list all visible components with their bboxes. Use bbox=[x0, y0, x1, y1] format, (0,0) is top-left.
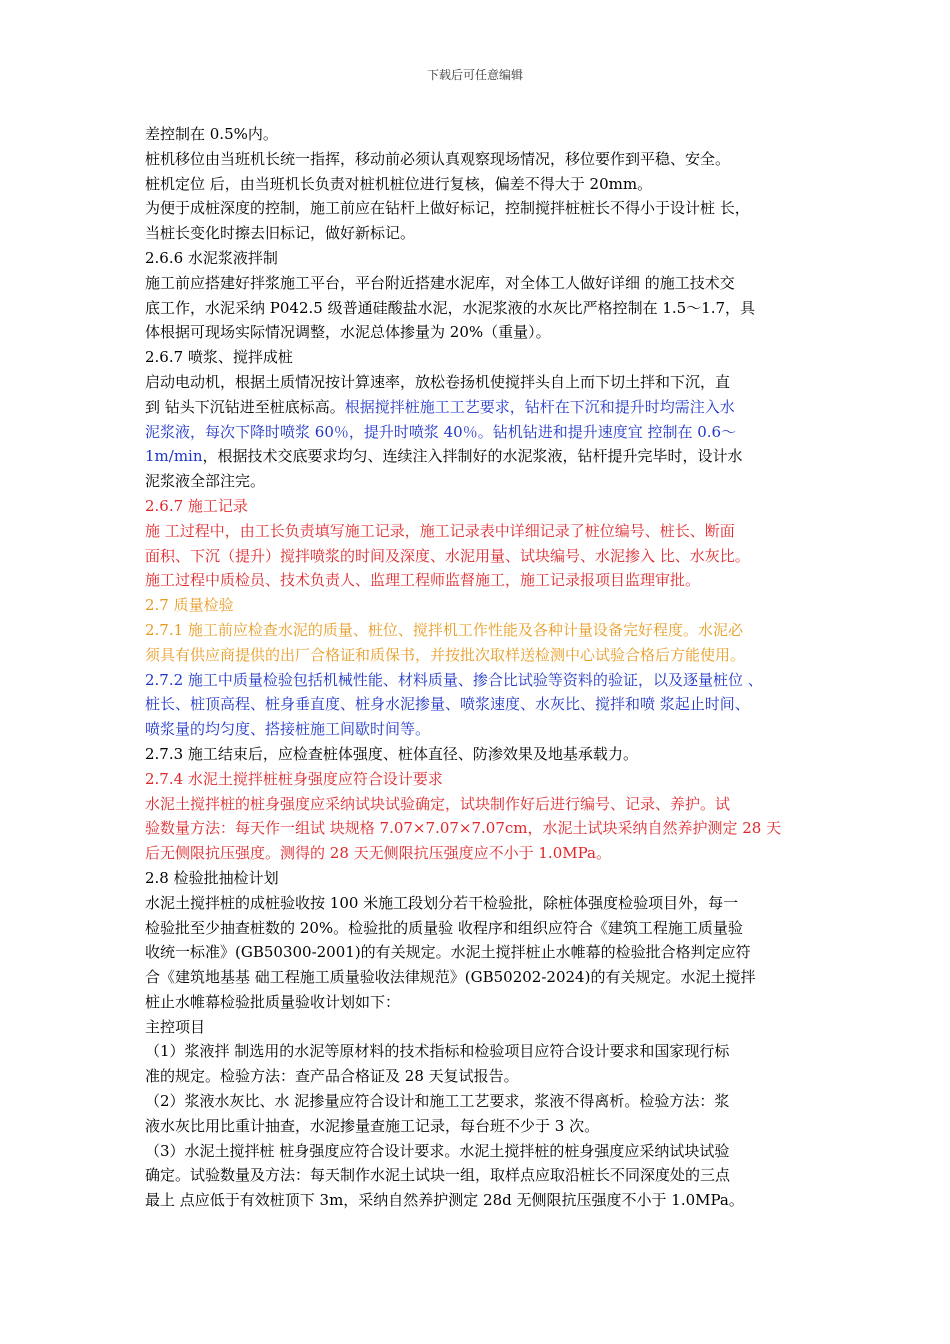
text-run: ，根据技术交底要求均匀、连续注入拌制好的水泥浆液，钻杆提升完毕时，设计水 bbox=[202, 447, 743, 466]
page-header: 下载后可任意编辑 bbox=[426, 68, 523, 82]
text-line: 为便于成桩深度的控制，施工前应在钻杆上做好标记，控制搅拌桩桩长不得小于设计桩 长， bbox=[145, 199, 750, 218]
text-line: 合《建筑地基基 础工程施工质量验收法律规范》(GB50202-2024)的有关规定。水泥土搅拌 bbox=[145, 968, 756, 987]
text-line: 2.7.3 施工结束后，应检查桩体强度、桩体直径、防渗效果及地基承载力。 bbox=[145, 744, 638, 763]
text-run: 到 钻头下沉钻进至桩底标高。 bbox=[145, 397, 345, 416]
text-line bbox=[145, 395, 817, 420]
text-line: （3）水泥土搅拌桩 桩身强度应符合设计要求。水泥土搅拌桩的桩身强度应采纳试块试验 bbox=[145, 1141, 730, 1160]
text-line: 差控制在 0.5%内。 bbox=[145, 125, 278, 143]
text-line: 检验批至少抽查桩数的 20%。检验批的质量验 收程序和组织应符合《建筑工程施工质量验 bbox=[145, 918, 743, 937]
text-line: 2.6.6 水泥浆液拌制 bbox=[145, 248, 278, 267]
text-line: 面积、下沉（提升）搅拌喷浆的时间及深度、水泥用量、试块编号、水泥掺入 比、水灰比。 bbox=[145, 546, 750, 565]
text-line: 2.8 检验批抽检计划 bbox=[145, 868, 279, 887]
text-line: 施工过程中质检员、技术负责人、监理工程师监督施工，施工记录报项目监理审批。 bbox=[145, 571, 701, 590]
text-line: （1）浆液拌 制选用的水泥等原材料的技术指标和检验项目应符合设计要求和国家现行标 bbox=[145, 1042, 730, 1061]
text-line: 2.7.4 水泥土搅拌桩桩身强度应符合设计要求 bbox=[145, 769, 443, 788]
text-line: 主控项目 bbox=[145, 1017, 206, 1036]
document-body bbox=[145, 122, 817, 1213]
text-line: 桩止水帷幕检验批质量验收计划如下： bbox=[145, 992, 401, 1011]
text-line: 泥浆液，每次下降时喷浆 60％，提升时喷浆 40％。钻机钻进和提升速度宜 控制在 0.6～ bbox=[145, 422, 737, 441]
text-line: 2.7.1 施工前应检查水泥的质量、桩位、搅拌机工作性能及各种计量设备完好程度。水泥必 bbox=[145, 620, 743, 639]
text-line: 体根据可现场实际情况调整，水泥总体掺量为 20%（重量）。 bbox=[145, 323, 551, 342]
text-line: 2.7.2 施工中质量检验包括机械性能、材料质量、掺合比试验等资料的验证，以及逐量桩位 、 bbox=[145, 670, 763, 689]
text-line: 施工前应搭建好拌浆施工平台，平台附近搭建水泥库，对全体工人做好详细 的施工技术交 bbox=[145, 273, 735, 292]
text-line: 2.6.7 喷浆、搅拌成桩 bbox=[145, 348, 293, 367]
text-line: 2.6.7 施工记录 bbox=[145, 496, 248, 515]
text-line: 准的规定。检验方法：查产品合格证及 28 天复试报告。 bbox=[145, 1067, 519, 1086]
text-line: 液水灰比用比重计抽查，水泥掺量查施工记录，每台班不少于 3 次。 bbox=[145, 1116, 600, 1135]
text-run: 1m/min bbox=[145, 447, 203, 466]
text-line: 底工作，水泥采纳 P042.5 级普通硅酸盐水泥，水泥浆液的水灰比严格控制在 1.5～1.7，具 bbox=[145, 298, 756, 317]
text-line: 2.7 质量检验 bbox=[145, 596, 234, 615]
text-line: 验数量方法：每天作一组试 块规格 7.07×7.07×7.07cm，水泥土试块采纳自然养护测定 28 天 bbox=[145, 819, 782, 838]
text-line: 桩机移位由当班机长统一指挥，移动前必须认真观察现场情况，移位要作到平稳、安全。 bbox=[145, 149, 731, 168]
text-line: 须具有供应商提供的出厂合格证和质保书，并按批次取样送检测中心试验合格后方能使用。 bbox=[145, 645, 746, 664]
text-line: 泥浆液全部注完。 bbox=[145, 472, 266, 491]
text-line: （2）浆液水灰比、水 泥掺量应符合设计和施工工艺要求，浆液不得离析。检验方法：浆 bbox=[145, 1092, 730, 1111]
text-line: 后无侧限抗压强度。测得的 28 天无侧限抗压强度应不小于 1.0MPa。 bbox=[145, 844, 611, 863]
text-run: 根据搅拌桩施工工艺要求，钻杆在下沉和提升时均需注入水 bbox=[344, 397, 735, 416]
text-line bbox=[145, 444, 817, 469]
text-line: 当桩长变化时擦去旧标记，做好新标记。 bbox=[145, 224, 416, 243]
text-line: 确定。试验数量及方法：每天制作水泥土试块一组，取样点应取沿桩长不同深度处的三点 bbox=[145, 1166, 731, 1185]
text-line: 水泥土搅拌桩的桩身强度应采纳试块试验确定，试块制作好后进行编号、记录、养护。试 bbox=[145, 794, 731, 813]
text-line: 最上 点应低于有效桩顶下 3m，采纳自然养护测定 28d 无侧限抗压强度不小于 1.0MPa。 bbox=[145, 1191, 744, 1210]
text-line: 启动电动机，根据土质情况按计算速率，放松卷扬机使搅拌头自上而下切土拌和下沉，直 bbox=[145, 372, 731, 391]
text-line: 施 工过程中，由工长负责填写施工记录，施工记录表中详细记录了桩位编号、桩长、断面 bbox=[145, 521, 735, 540]
text-line: 桩机定位 后，由当班机长负责对桩机桩位进行复核，偏差不得大于 20mm。 bbox=[145, 174, 653, 193]
text-line: 水泥土搅拌桩的成桩验收按 100 米施工段划分若干检验批，除桩体强度检验项目外，每一 bbox=[145, 893, 739, 912]
text-line: 桩长、桩顶高程、桩身垂直度、桩身水泥掺量、喷浆速度、水灰比、搅拌和喷 浆起止时间、 bbox=[145, 695, 750, 714]
text-line: 喷浆量的均匀度、搭接桩施工间歇时间等。 bbox=[145, 720, 431, 739]
text-line: 收统一标准》(GB50300-2001)的有关规定。水泥土搅拌桩止水帷幕的检验批合格判定应符 bbox=[145, 943, 751, 962]
